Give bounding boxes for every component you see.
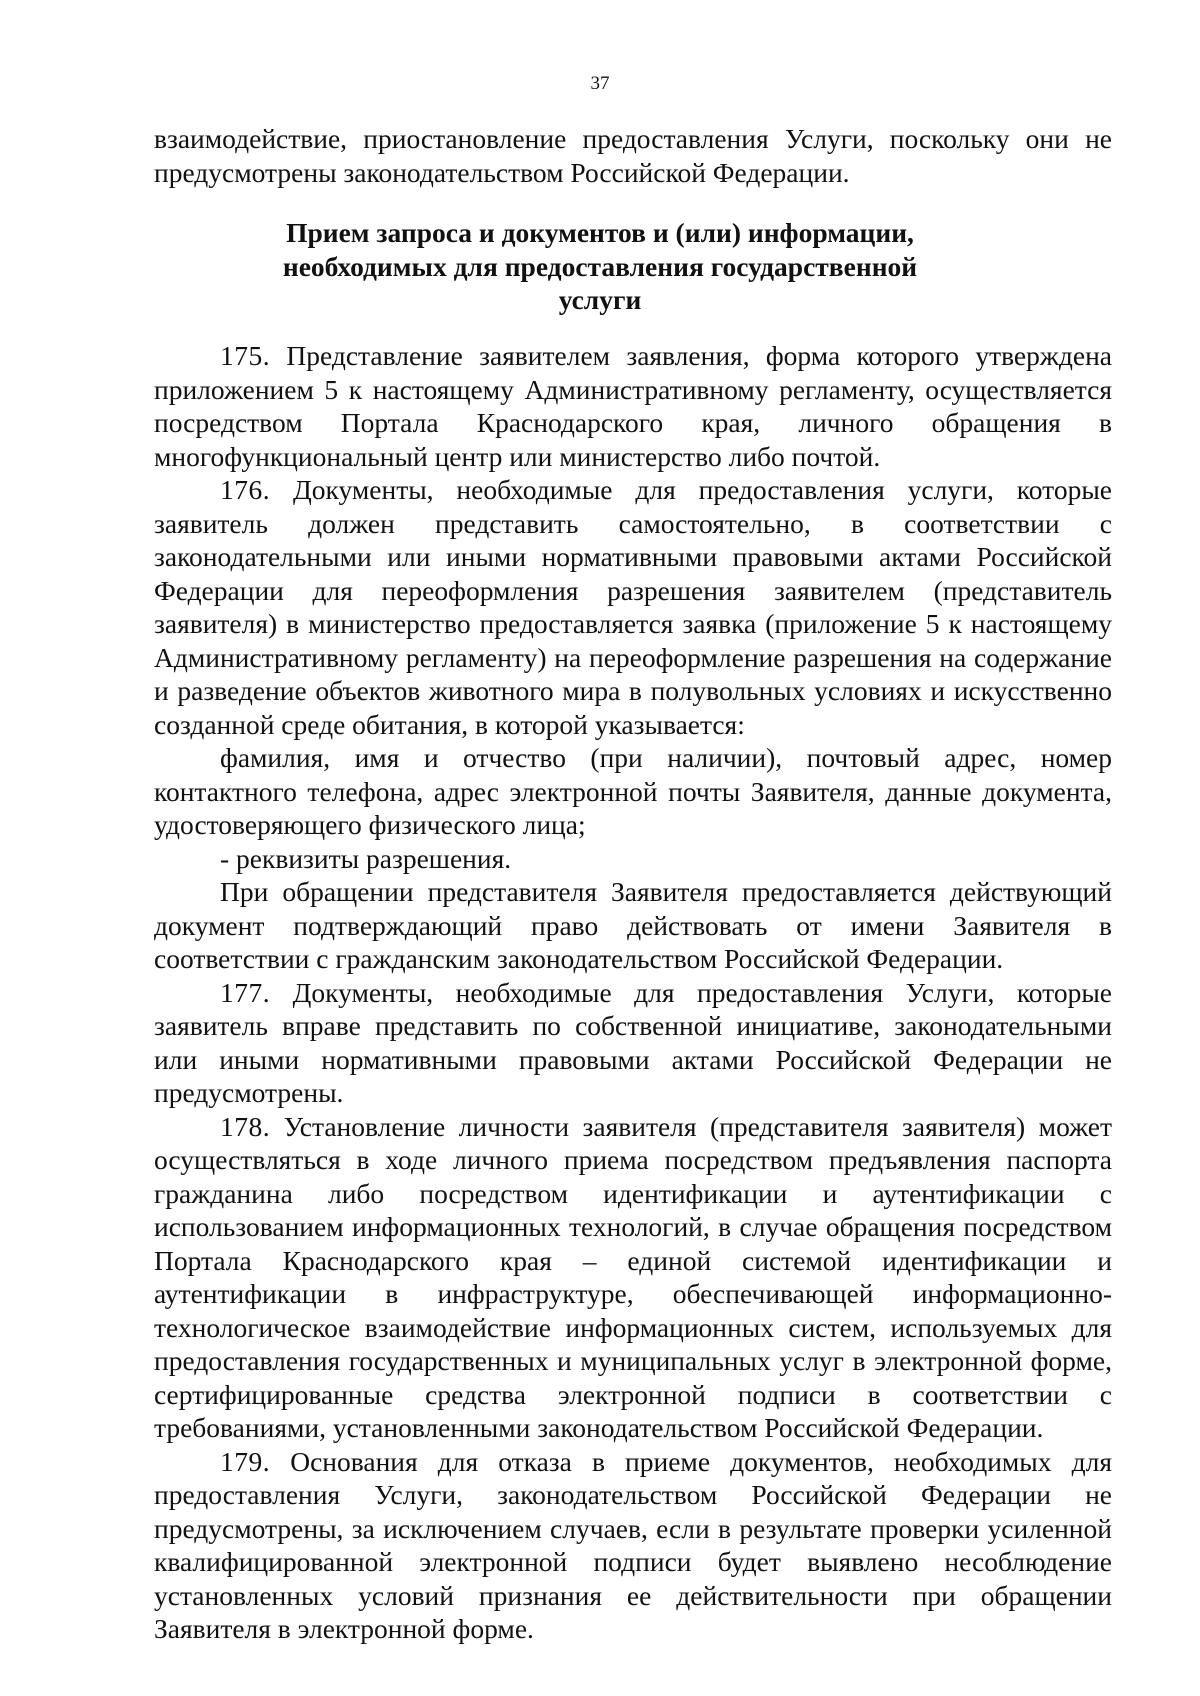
paragraph-179 <box>154 1445 1112 1646</box>
paragraph-text: - реквизиты разрешения. <box>220 842 512 874</box>
section-heading-line: Прием запроса и документов и (или) информации, <box>286 217 914 248</box>
paragraph-176-representative <box>154 875 1112 976</box>
paragraph-text: Основания для отказа в приеме документов, необходимых для предоставления Услуги, законодательством Российской Федерации не предусмотрены, за исключением случаев, если в результате проверки усиленной квалифицированной электронной подписи будет выявлено несоблюдение установленных условий признания ее действительности при обращении Заявителя в электронной форме. <box>154 1445 1112 1644</box>
paragraph-number: 178. <box>220 1110 271 1142</box>
page-number: 37 <box>590 73 610 94</box>
continuation-paragraph: взаимодействие, приостановление предоставления Услуги, поскольку они не предусмотрены законодательством Российской Федерации. <box>154 123 1112 188</box>
paragraph-178 <box>154 1110 1112 1445</box>
paragraph-number: 175. <box>220 340 271 371</box>
paragraph-text: фамилия, имя и отчество (при наличии), почтовый адрес, номер контактного телефона, адрес электронной почты Заявителя, данные документа, удостоверяющего физического лица; <box>154 742 1112 840</box>
paragraph-text: Документы, необходимые для предоставления Услуги, которые заявитель вправе представить по собственной инициативе, законодательными или иными нормативными правовыми актами Российской Федерации не предусмотрены. <box>154 976 1113 1108</box>
section-heading <box>240 216 960 317</box>
paragraph-text: Документы, необходимые для предоставления услуги, которые заявитель должен представить самостоятельно, в соответствии с законодательными или иными нормативными правовыми актами Российской Федерации для переоформления разрешения заявителем (представитель заявителя) в министерство предоставляется заявка (приложение 5 к настоящему Административному регламенту) на переоформление разрешения на содержание и разведение объектов животного мира в полувольных условиях и искусственно созданной среде обитания, в которой указывается: <box>154 474 1112 740</box>
paragraph-176-details <box>154 741 1112 842</box>
paragraph-number: 177. <box>220 976 271 1008</box>
paragraph-177 <box>154 976 1112 1110</box>
paragraph-176 <box>154 473 1112 741</box>
paragraph-number: 176. <box>220 474 271 505</box>
section-heading-line: необходимых для предоставления государственной <box>282 250 918 282</box>
paragraph-176-requisites <box>154 842 1112 876</box>
paragraph-text: Установление личности заявителя (представителя заявителя) может осуществляться в ходе личного приема посредством предъявления паспорта гражданина либо посредством идентификации и аутентификации с использованием информационных технологий, в случае обращения посредством Портала Краснодарского края – единой системой идентификации и аутентификации в инфраструктуре, обеспечивающей информационно-технологическое взаимодействие информационных систем, используемых для предоставления государственных и муниципальных услуг в электронной форме, сертифицированные средства электронной подписи в соответствии с требованиями, установленными законодательством Российской Федерации. <box>154 1110 1112 1443</box>
section-body <box>154 339 1112 1646</box>
paragraph-text: Представление заявителем заявления, форма которого утверждена приложением 5 к настоящему Административному регламенту, осуществляется посредством Портала Краснодарского края, личного обращения в многофункциональный центр или министерство либо почтой. <box>154 340 1112 472</box>
section-heading-line: услуги <box>558 284 642 315</box>
paragraph-175 <box>154 339 1112 473</box>
paragraph-number: 179. <box>220 1445 271 1477</box>
paragraph-text: При обращении представителя Заявителя предоставляется действующий документ подтверждающий право действовать от имени Заявителя в соответствии с гражданским законодательством Российской Федерации. <box>154 876 1112 974</box>
